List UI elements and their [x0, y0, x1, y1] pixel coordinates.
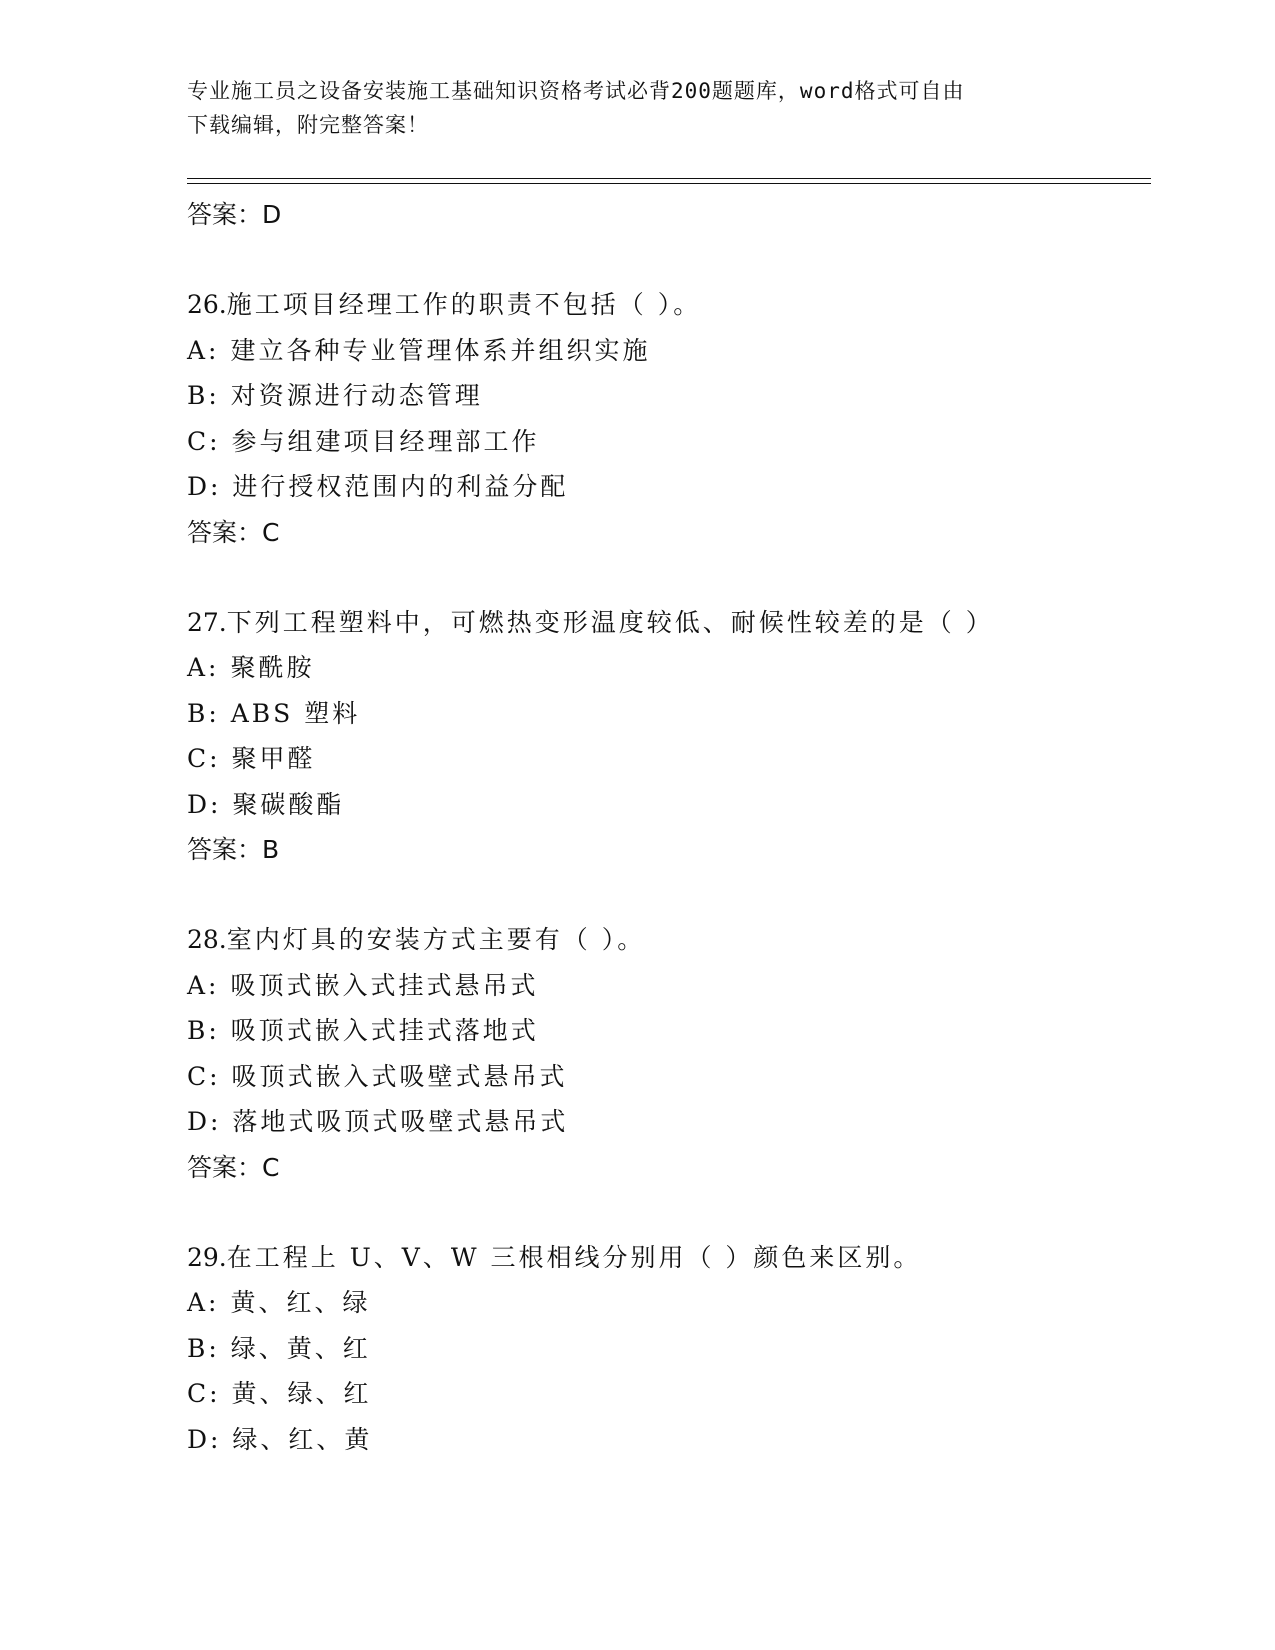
option-d: [187, 1417, 1147, 1463]
option-label: A:: [187, 1288, 220, 1317]
question-text: [187, 600, 1147, 646]
option-b: [187, 1326, 1147, 1372]
question-text: [187, 282, 1147, 328]
option-c: [187, 1054, 1147, 1100]
question-stem: 在工程上 U、V、W 三根相线分别用（ ）颜色来区别。: [226, 1242, 922, 1272]
option-text: 黄、绿、红: [231, 1379, 372, 1408]
answer-line: 答案：C: [187, 517, 280, 547]
option-text: 吸顶式嵌入式挂式落地式: [230, 1016, 539, 1045]
option-text: 聚酰胺: [230, 653, 315, 682]
question-stem: 施工项目经理工作的职责不包括（ ）。: [226, 290, 702, 319]
option-label: B:: [187, 698, 220, 728]
answer-line: 答案：C: [187, 1152, 280, 1182]
option-d: [187, 1099, 1147, 1145]
option-d: [187, 464, 1147, 510]
option-label: D:: [187, 789, 222, 819]
question-list: [187, 192, 1147, 1462]
question-stem: 下列工程塑料中，可燃热变形温度较低、耐候性较差的是（ ）: [226, 607, 994, 637]
option-a: [187, 1280, 1147, 1326]
option-d: [187, 782, 1147, 828]
option-c: [187, 1371, 1147, 1417]
option-c: [187, 419, 1147, 465]
option-text: 绿、红、黄: [232, 1424, 373, 1454]
option-text: 建立各种专业管理体系并组织实施: [230, 335, 651, 365]
header-line-1: 专业施工员之设备安装施工基础知识资格考试必背200题题库，word格式可自由: [187, 79, 965, 103]
option-label: D:: [187, 1424, 222, 1454]
question-text: [187, 1235, 1147, 1281]
option-a: [187, 328, 1147, 374]
question-block: [187, 1235, 1147, 1463]
question-number: 28.: [187, 925, 227, 954]
answer-line: 答案：D: [187, 200, 282, 229]
header-line-2: 下载编辑，附完整答案！: [187, 113, 429, 137]
option-label: B:: [187, 1333, 220, 1363]
option-label: B:: [187, 381, 220, 410]
option-text: 吸顶式嵌入式挂式悬吊式: [230, 970, 539, 1000]
option-text: 对资源进行动态管理: [230, 381, 483, 410]
question-number: 27.: [187, 607, 227, 637]
option-b: [187, 373, 1147, 419]
option-text: ABS 塑料: [230, 698, 361, 728]
option-a: [187, 963, 1147, 1009]
option-label: D:: [187, 1107, 222, 1136]
option-text: 参与组建项目经理部工作: [231, 426, 540, 456]
option-a: [187, 645, 1147, 691]
option-text: 聚甲醛: [231, 744, 316, 773]
question-text: [187, 917, 1147, 963]
option-label: C:: [187, 1061, 221, 1091]
question-block: [187, 600, 1147, 874]
question-block: [187, 282, 1147, 556]
option-text: 绿、黄、红: [230, 1333, 371, 1363]
option-label: C:: [187, 744, 221, 773]
option-text: 聚碳酸酯: [232, 789, 345, 819]
option-label: A:: [187, 653, 220, 682]
header-divider-bottom: [187, 183, 1151, 184]
option-c: [187, 736, 1147, 782]
document-header: [187, 74, 1087, 142]
header-divider-top: [187, 178, 1151, 179]
option-text: 进行授权范围内的利益分配: [232, 472, 569, 501]
option-label: A:: [187, 335, 220, 365]
question-block: [187, 917, 1147, 1191]
question-number: 29.: [187, 1242, 227, 1272]
option-text: 落地式吸顶式吸壁式悬吊式: [232, 1107, 569, 1136]
option-label: D:: [187, 472, 222, 501]
option-label: B:: [187, 1016, 220, 1045]
option-label: A:: [187, 970, 220, 1000]
question-stem: 室内灯具的安装方式主要有（ ）。: [226, 925, 646, 954]
option-label: C:: [187, 1379, 221, 1408]
option-b: [187, 1008, 1147, 1054]
option-label: C:: [187, 426, 221, 456]
answer-line: 答案：B: [187, 835, 280, 864]
option-text: 吸顶式嵌入式吸壁式悬吊式: [231, 1061, 568, 1091]
option-b: [187, 691, 1147, 737]
question-number: 26.: [187, 290, 227, 319]
option-text: 黄、红、绿: [230, 1288, 371, 1317]
